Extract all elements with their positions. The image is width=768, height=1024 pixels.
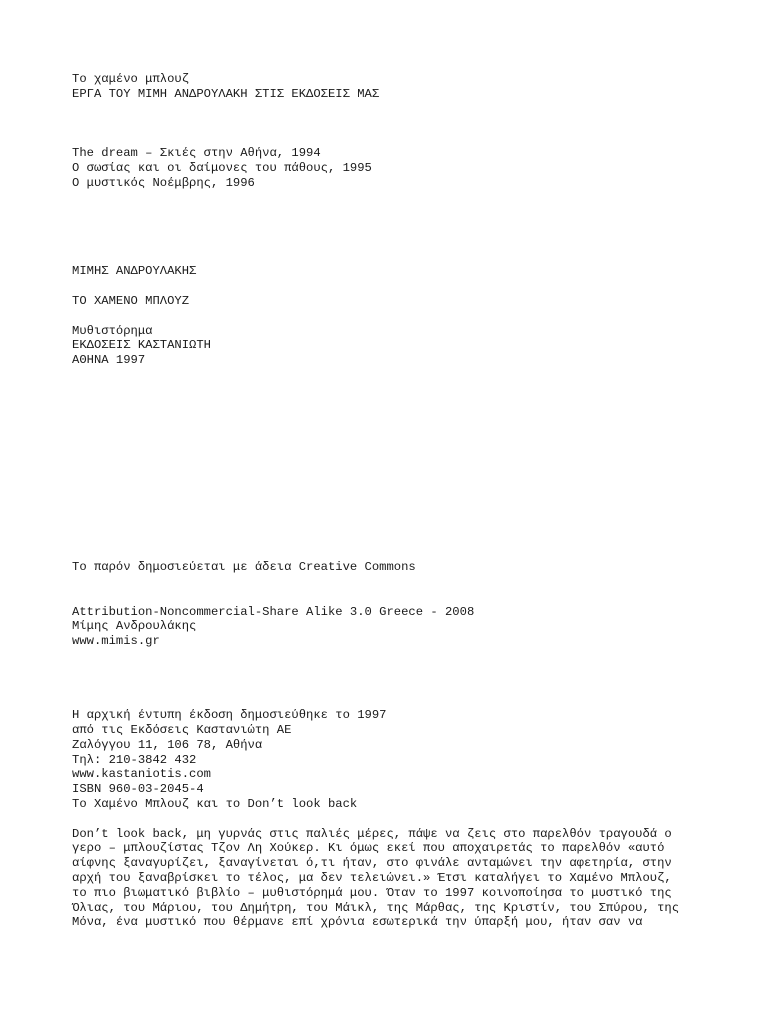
paragraph-line: Don’t look back, μη γυρνάς στις παλιές μέρες, πάψε να ζεις στο παρελθόν τραγουδά ο [72, 826, 672, 841]
paragraph-line: αρχή του ξαναβρίσκει το τέλος, μα δεν τελειώνει.» Έτσι καταλήγει το Χαμένο Μπλουζ, [72, 871, 672, 886]
license-website: www.mimis.gr [72, 634, 160, 649]
paragraph-line: Όλιας, του Μάριου, του Δημήτρη, του Μάικλ, της Μάρθας, της Κριστίν, του Σπύρου, της [72, 900, 680, 915]
license-notice: Το παρόν δημοσιεύεται με άδεια Creative Commons [72, 560, 416, 575]
publisher-name: ΕΚΔΟΣΕΙΣ ΚΑΣΤΑΝΙΩΤΗ [72, 338, 211, 353]
publication-line: Ζαλόγγου 11, 106 78, Αθήνα [72, 737, 263, 752]
section-heading: Το Χαμένο Μπλουζ και το Don’t look back [72, 797, 358, 812]
paragraph-line: αίφνης ξαναγυρίζει, ξαναγίνεται ό,τι ήταν, στο φινάλε ανταμώνει την αφετηρία, στην [72, 856, 672, 871]
publication-line: Η αρχική έντυπη έκδοση δημοσιεύθηκε το 1997 [72, 708, 387, 723]
author-name: ΜΙΜΗΣ ΑΝΔΡΟΥΛΑΚΗΣ [72, 264, 197, 279]
work-item: Ο μυστικός Νοέμβρης, 1996 [72, 175, 255, 190]
isbn-line: ISBN 960-03-2045-4 [72, 782, 204, 797]
publication-line: www.kastaniotis.com [72, 767, 211, 782]
work-item: The dream – Σκιές στην Αθήνα, 1994 [72, 145, 321, 160]
paragraph-line: γερο – μπλουζίστας Τζον Λη Χούκερ. Κι όμως εκεί που αποχαιρετάς το παρελθόν «αυτό [72, 841, 665, 856]
work-item: Ο σωσίας και οι δαίμονες του πάθους, 1995 [72, 160, 372, 175]
body-paragraph [72, 827, 712, 931]
paragraph-line: το πιο βιωματικό βιβλίο – μυθιστόρημά μου. Όταν το 1997 κοινοποίησα το μυστικό της [72, 885, 672, 900]
book-title-line: Το χαμένο μπλουζ [72, 72, 190, 86]
paragraph-line: Μόνα, ένα μυστικό που θέρμανε επί χρόνια εσωτερικά την ύπαρξή μου, ήταν σαν να [72, 915, 643, 930]
publication-line: από τις Εκδόσεις Καστανιώτη ΑΕ [72, 723, 292, 738]
genre-label: Μυθιστόρημα [72, 323, 153, 338]
place-year: ΑΘΗΝΑ 1997 [72, 353, 146, 368]
publication-line: Τηλ: 210-3842 432 [72, 752, 197, 767]
title-page-title: ΤΟ ΧΑΜΕΝΟ ΜΠΛΟΥΖ [72, 293, 190, 308]
license-type: Attribution-Noncommercial-Share Alike 3.0 Greece - 2008 [72, 604, 475, 619]
works-heading: ΕΡΓΑ ΤΟΥ ΜΙΜΗ ΑΝΔΡΟΥΛΑΚΗ ΣΤΙΣ ΕΚΔΟΣΕΙΣ ΜΑΣ [72, 86, 380, 101]
document-page [72, 72, 712, 930]
license-holder: Μίμης Ανδρουλάκης [72, 619, 197, 634]
